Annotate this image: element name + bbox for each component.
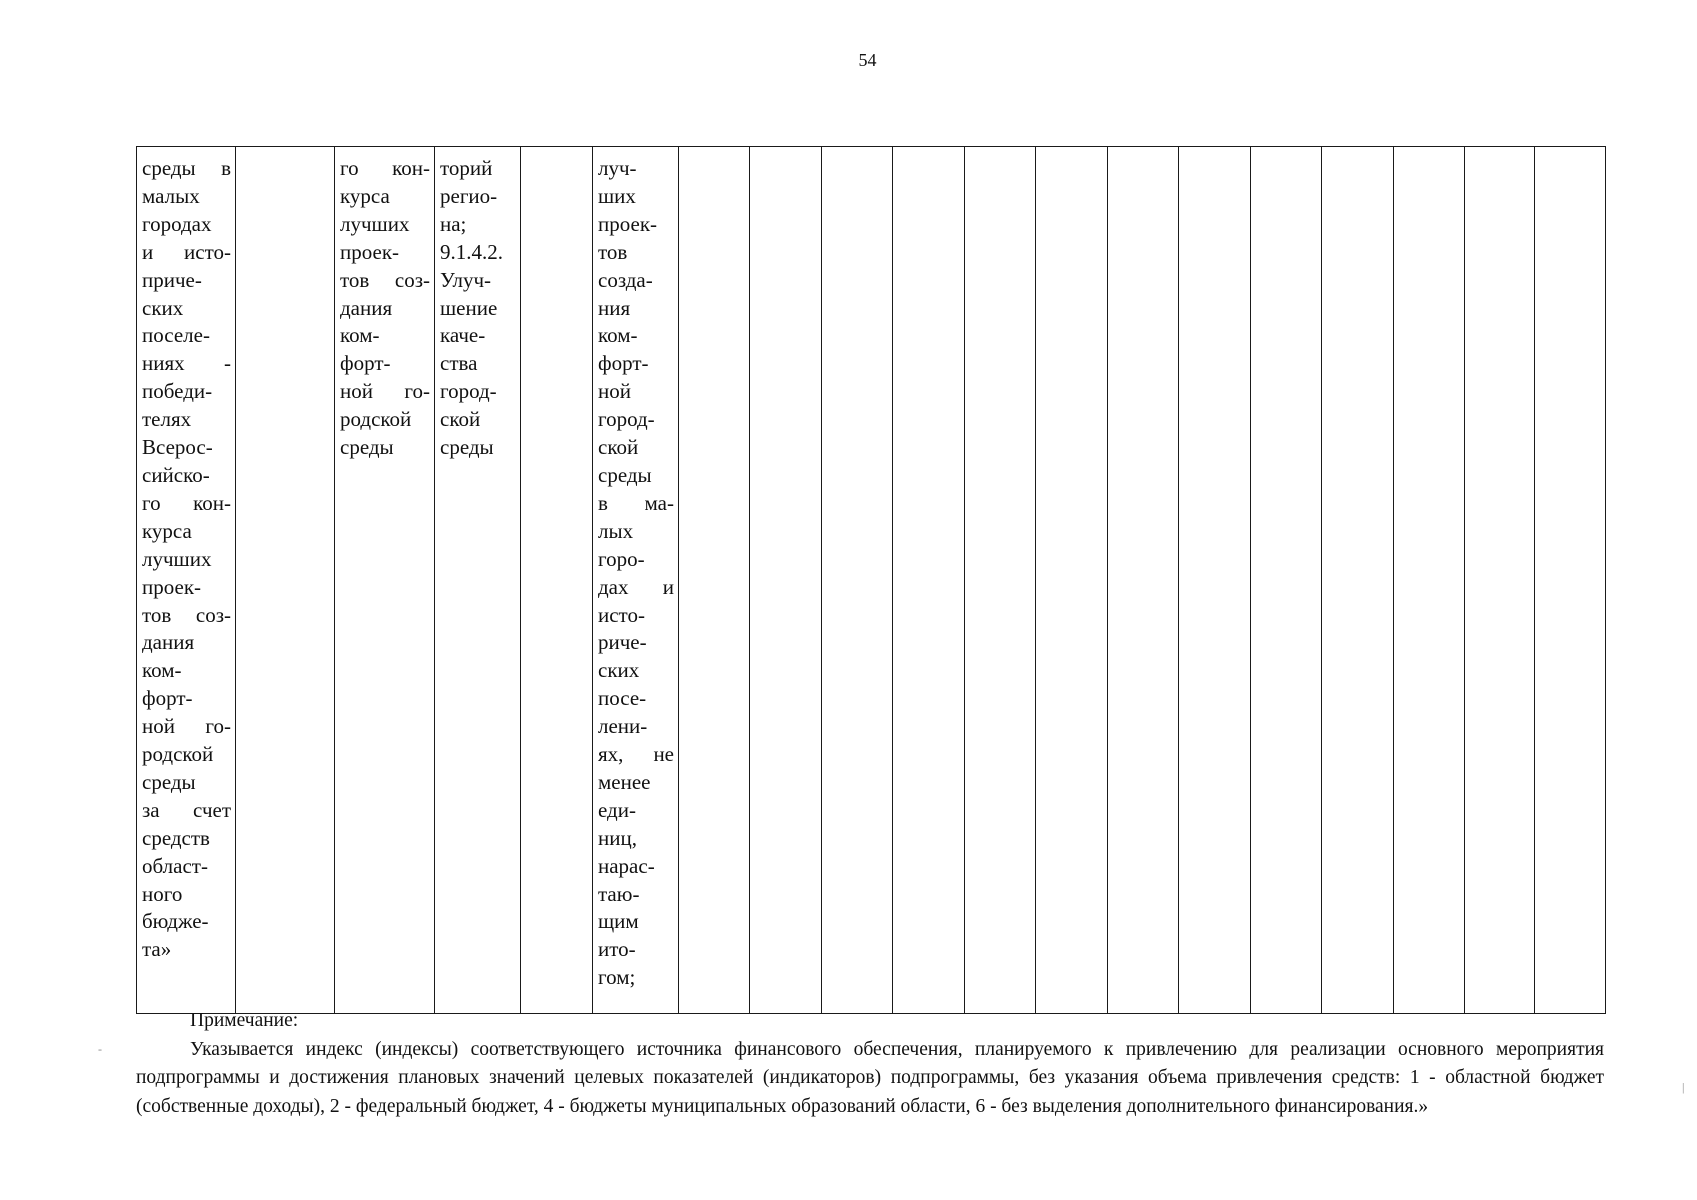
- cell-text-line: ком-: [598, 323, 638, 348]
- table-cell: [521, 147, 593, 1014]
- cell-text-line: бюдже-: [142, 909, 209, 934]
- cell-text-line: созда-: [598, 267, 653, 292]
- cell-text-line: го кон-: [340, 156, 430, 180]
- cell-text-line: городах: [142, 211, 212, 236]
- cell-text-line: ком-: [340, 323, 380, 348]
- cell-text-line: дания: [340, 295, 393, 320]
- cell-text-line: ито-: [598, 937, 636, 962]
- table-cell: [236, 147, 335, 1014]
- cell-text-line: среды: [598, 462, 652, 487]
- cell-text-line: курса: [142, 518, 192, 543]
- cell-text-line: каче-: [440, 323, 486, 348]
- cell-text-line: поселе-: [142, 323, 210, 348]
- table-cell: [137, 147, 236, 1014]
- cell-text-line: нарас-: [598, 853, 655, 878]
- cell-text-line: на;: [440, 211, 467, 236]
- cell-text-line: лени-: [598, 714, 648, 739]
- cell-text-line: луч-: [598, 156, 637, 180]
- cell-text-line: среды в: [142, 156, 231, 180]
- cell-text-line: малых: [142, 183, 200, 208]
- cell-text-line: менее: [598, 769, 651, 794]
- table-row: [137, 147, 1606, 1014]
- cell-text-line: родской: [340, 407, 412, 432]
- cell-text-line: ниц,: [598, 825, 637, 850]
- cell-text-line: тов соз-: [142, 602, 231, 627]
- table-cell: [593, 147, 679, 1014]
- cell-text-line: родской: [142, 742, 214, 767]
- table-cell: [1394, 147, 1465, 1014]
- cell-text-line: проек-: [598, 211, 658, 236]
- cell-text-line: лучших: [340, 211, 410, 236]
- cell-text-line: сийско-: [142, 462, 210, 487]
- cell-text-line: форт-: [340, 351, 391, 376]
- cell-text-line: форт-: [598, 351, 649, 376]
- cell-text-line: телях: [142, 407, 192, 432]
- document-table: [136, 146, 1606, 1014]
- cell-text-line: за счет: [142, 797, 231, 822]
- cell-text-line: исто-: [598, 602, 645, 627]
- cell-text-line: ских: [142, 295, 184, 320]
- cell-text-line: средств: [142, 825, 210, 850]
- margin-mark: |: [1682, 1080, 1685, 1094]
- cell-text-line: в ма-: [598, 490, 674, 515]
- cell-text-line: област-: [142, 853, 208, 878]
- cell-text-line: приче-: [142, 267, 202, 292]
- table-cell: [1465, 147, 1535, 1014]
- cell-text-line: ства: [440, 351, 478, 376]
- cell-text-line: регио-: [440, 183, 498, 208]
- cell-text-line: и исто-: [142, 239, 231, 264]
- cell-text-line: ной го-: [340, 379, 430, 404]
- table-cell: [822, 147, 893, 1014]
- cell-text-line: проек-: [340, 239, 400, 264]
- cell-text-line: посе-: [598, 686, 647, 711]
- margin-mark: -: [98, 1042, 102, 1056]
- cell-text-line: лучших: [142, 546, 212, 571]
- cell-text-line: лых: [598, 518, 634, 543]
- cell-text-line: курса: [340, 183, 390, 208]
- cell-text-line: Всерос-: [142, 435, 213, 460]
- cell-text-line: город-: [440, 379, 497, 404]
- table-cell: [750, 147, 822, 1014]
- cell-text-line: ком-: [142, 658, 182, 683]
- cell-text-line: дах и: [598, 574, 674, 599]
- table-cell: [1036, 147, 1108, 1014]
- table-cell: [435, 147, 521, 1014]
- cell-text-line: горо-: [598, 546, 645, 571]
- cell-text-line: тов: [598, 239, 628, 264]
- cell-text-line: Улуч-: [440, 267, 492, 292]
- table-cell: [1322, 147, 1394, 1014]
- cell-text-line: ниях -: [142, 351, 231, 376]
- cell-text-line: 9.1.4.2.: [440, 239, 503, 264]
- cell-text-line: среды: [340, 435, 394, 460]
- cell-text-line: ного: [142, 881, 183, 906]
- cell-text-line: среды: [142, 769, 196, 794]
- cell-text-line: город-: [598, 407, 655, 432]
- cell-text-line: щим: [598, 909, 639, 934]
- cell-text-line: победи-: [142, 379, 213, 404]
- table-cell: [1535, 147, 1606, 1014]
- cell-text-line: ских: [598, 658, 640, 683]
- page-number: 54: [858, 50, 877, 70]
- note-body: Указывается индекс (индексы) соответствующего источника финансового обеспечения, планируемого к привлечению для реализации основного мероприятия подпрограммы и достижения плановых значений целевых показателей (индикаторов) подпрограммы, без указания объема привлечения средств: 1 - областной бюджет (собственные доходы), 2 - федеральный бюджет, 4 - бюджеты муниципальных образований области, 6 - без выделения дополнительного финансирования.»: [136, 1038, 1604, 1117]
- table-cell: [893, 147, 965, 1014]
- table-cell: [1251, 147, 1322, 1014]
- cell-text-line: форт-: [142, 686, 193, 711]
- note-block: [136, 1007, 1604, 1121]
- cell-text-line: среды: [440, 435, 494, 460]
- cell-text-line: риче-: [598, 630, 647, 655]
- cell-text-line: проек-: [142, 574, 202, 599]
- table-cell: [335, 147, 435, 1014]
- cell-text-line: та»: [142, 937, 172, 962]
- cell-text-line: тов соз-: [340, 267, 430, 292]
- cell-text-line: ших: [598, 183, 636, 208]
- cell-text-line: таю-: [598, 881, 640, 906]
- cell-text-line: гом;: [598, 965, 636, 990]
- cell-text-line: ской: [598, 435, 639, 460]
- cell-text-line: ной: [598, 379, 631, 404]
- table-cell: [1108, 147, 1179, 1014]
- cell-text-line: торий: [440, 156, 493, 180]
- cell-text-line: шение: [440, 295, 498, 320]
- cell-text-line: ния: [598, 295, 631, 320]
- cell-text-line: ях, не: [598, 742, 674, 767]
- table-cell: [1179, 147, 1251, 1014]
- cell-text-line: го кон-: [142, 490, 231, 515]
- table-cell: [965, 147, 1036, 1014]
- cell-text-line: ской: [440, 407, 481, 432]
- table-cell: [679, 147, 750, 1014]
- cell-text-line: еди-: [598, 797, 636, 822]
- cell-text-line: ной го-: [142, 714, 231, 739]
- cell-text-line: дания: [142, 630, 195, 655]
- note-title: Примечание:: [190, 1010, 299, 1031]
